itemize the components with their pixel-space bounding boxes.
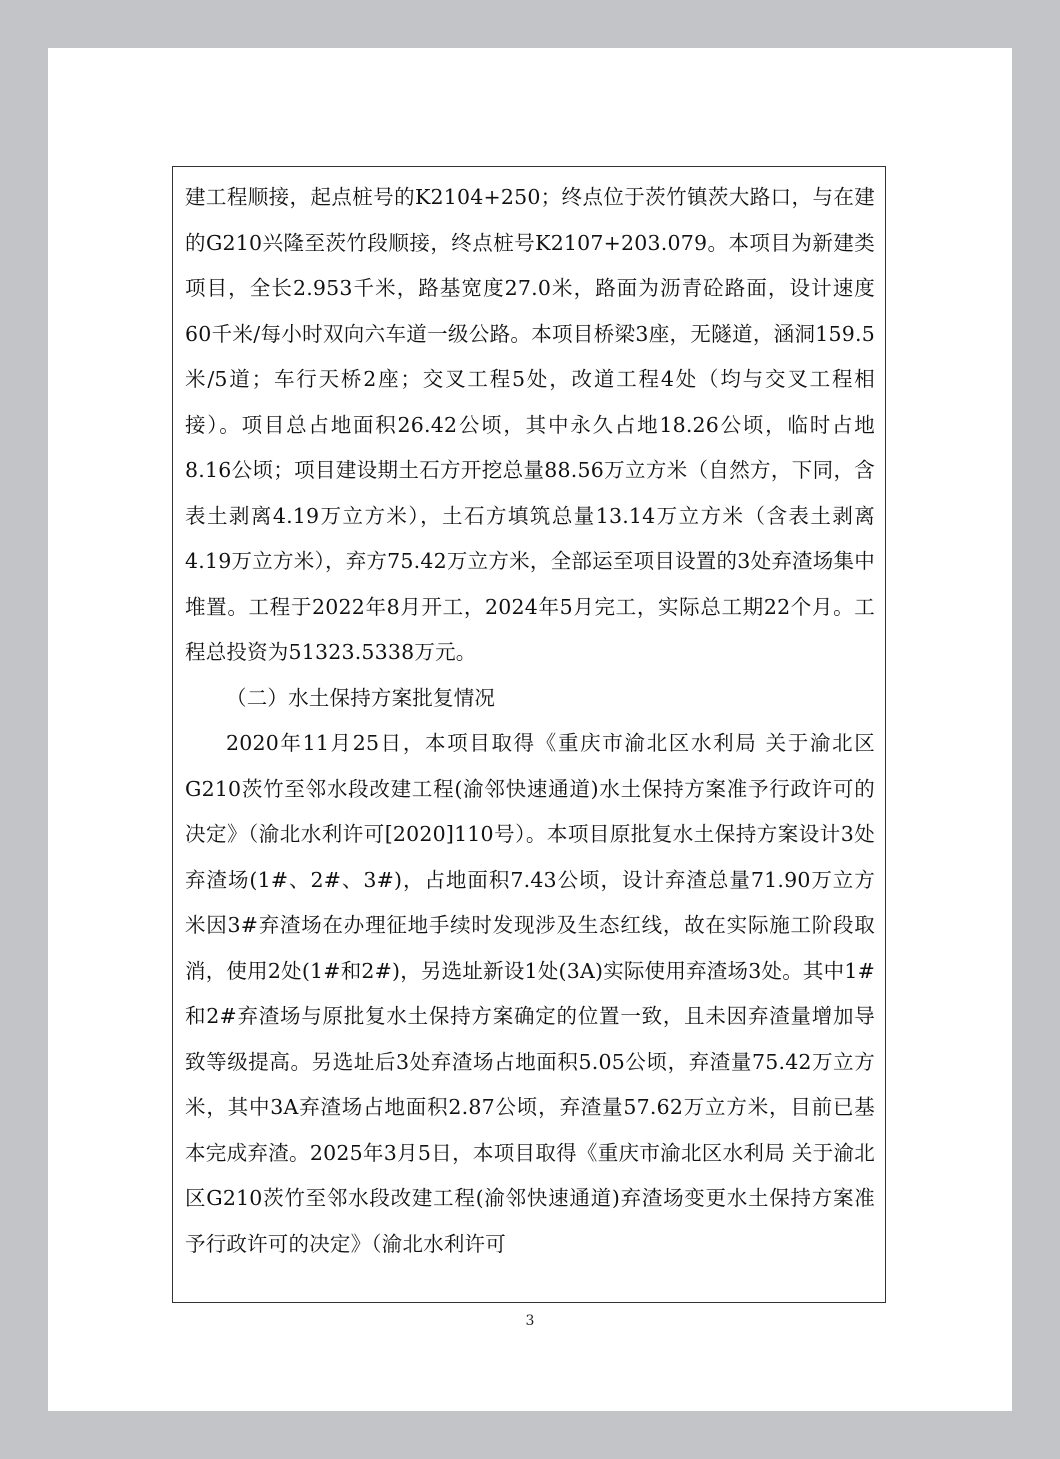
section-heading: （二）水土保持方案批复情况 [226,685,496,710]
paragraph-project-overview: 建工程顺接，起点桩号的K2104+250；终点位于茨竹镇茨大路口，与在建的G210兴隆至茨竹段顺接，终点桩号K2107+203.079。本项目为新建类项目，全长2.953千米，路基宽度27.0米，路面为沥青砼路面，设计速度60千米/每小时双向六车道一级公路。本项目桥梁3座，无隧道，涵洞159.5米/5道；车行天桥2座；交叉工程5处，改道工程4处（均与交叉工程相接）。项目总占地面积26.42公顷，其中永久占地18.26公顷，临时占地8.16公顷；项目建设期土石方开挖总量88.56万立方米（自然方，下同，含表土剥离4.19万立方米），土石方填筑总量13.14万立方米（含表土剥离4.19万立方米），弃方75.42万立方米，全部运至项目设置的3处弃渣场集中堆置。工程于2022年8月开工，2024年5月完工，实际总工期22个月。工程总投资为51323.5338万元。 [185,185,875,664]
bordered-text-frame [172,166,886,1303]
page-number: 3 [525,1313,535,1329]
document-page [48,48,1012,1411]
paragraph-approval: 2020年11月25日，本项目取得《重庆市渝北区水利局 关于渝北区G210茨竹至邻水段改建工程(渝邻快速通道)水土保持方案准予行政许可的决定》（渝北水利许可[2020]110号）。本项目原批复水土保持方案设计3处弃渣场(1#、2#、3#)，占地面积7.43公顷，设计弃渣总量71.90万立方米因3#弃渣场在办理征地手续时发现涉及生态红线，故在实际施工阶段取消，使用2处(1#和2#)，另选址新设1处(3A)实际使用弃渣场3处。其中1#和2#弃渣场与原批复水土保持方案确定的位置一致，且未因弃渣量增加导致等级提高。另选址后3处弃渣场占地面积5.05公顷，弃渣量75.42万立方米，其中3A弃渣场占地面积2.87公顷，弃渣量57.62万立方米，目前已基本完成弃渣。2025年3月5日，本项目取得《重庆市渝北区水利局 关于渝北区G210茨竹至邻水段改建工程(渝邻快速通道)弃渣场变更水土保持方案准予行政许可的决定》（渝北水利许可 [185,731,875,1256]
body-text [185,175,875,1267]
